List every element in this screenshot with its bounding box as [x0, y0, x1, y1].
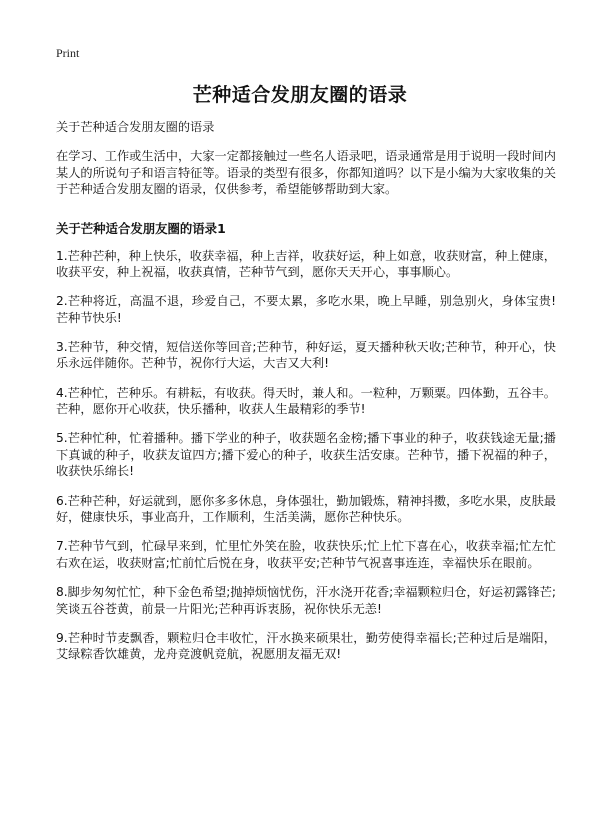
quote-paragraph-9: 9.芒种时节麦飘香，颗粒归仓丰收忙，汗水换来硕果壮，勤劳使得幸福长;芒种过后是端阳，艾绿粽香饮雄黄，龙舟竞渡帆竞航，祝愿朋友福无双!	[56, 630, 556, 662]
quote-paragraph-2: 2.芒种将近，高温不退，珍爱自己，不要太累，多吃水果，晚上早睡，别急别火，身体宝贵!芒种节快乐!	[56, 294, 556, 325]
quote-paragraph-7: 7.芒种节气到，忙碌早来到，忙里忙外笑在脸，收获快乐;忙上忙下喜在心，收获幸福;忙左忙右欢在运，收获财富;忙前忙后悦在身，收获平安;芒种节气祝喜事连连，幸福快乐在眼前。	[56, 539, 556, 570]
quote-paragraph-1: 1.芒种芒种，种上快乐，收获幸福，种上吉祥，收获好运，种上如意，收获财富，种上健康，收获平安，种上祝福，收获真情，芒种节气到，愿你天天开心，事事顺心。	[56, 248, 556, 280]
document-body	[56, 118, 556, 675]
section-heading: 关于芒种适合发朋友圈的语录1	[56, 220, 226, 236]
page-title: 芒种适合发朋友圈的语录	[192, 84, 408, 106]
quote-paragraph-3: 3.芒种节，种交情，短信送你等回音;芒种节，种好运，夏天播种秋天收;芒种节，种开心，快乐永远伴随你。芒种节，祝你行大运，大吉又大利!	[56, 339, 556, 371]
print-link[interactable]: Print	[56, 46, 80, 60]
quote-paragraph-5: 5.芒种忙种，忙着播种。播下学业的种子，收获题名金榜;播下事业的种子，收获钱途无量;播下真诚的种子，收获友谊四方;播下爱心的种子，收获生活安康。芒种节，播下祝福的种子，收获快乐绵长!	[56, 431, 556, 479]
quote-paragraph-8: 8.脚步匆匆忙忙，种下金色希望;抛掉烦恼忧伤，汗水浇开花香;幸福颗粒归仓，好运初露锋芒;笑谈五谷苍黄，前景一片阳光;芒种再诉衷肠，祝你快乐无恙!	[56, 584, 556, 616]
document-subtitle: 关于芒种适合发朋友圈的语录	[56, 120, 215, 134]
quote-paragraph-4: 4.芒种忙，芒种乐。有耕耘，有收获。得天时，兼人和。一粒种，万颗粟。四体勤，五谷丰。芒种，愿你开心收获，快乐播种，收获人生最精彩的季节!	[56, 385, 556, 417]
quote-paragraph-6: 6.芒种芒种，好运就到，愿你多多休息，身体强壮，勤加锻炼，精神抖擞，多吃水果，皮肤最好，健康快乐，事业高升，工作顺利，生活美满，愿你芒种快乐。	[56, 493, 556, 525]
intro-paragraph: 在学习、工作或生活中，大家一定都接触过一些名人语录吧，语录通常是用于说明一段时间内某人的所说句子和语言特征等。语录的类型有很多，你都知道吗？以下是小编为大家收集的关于芒种适合发朋友圈的语录，仅供参考，希望能够帮助到大家。	[56, 149, 556, 196]
